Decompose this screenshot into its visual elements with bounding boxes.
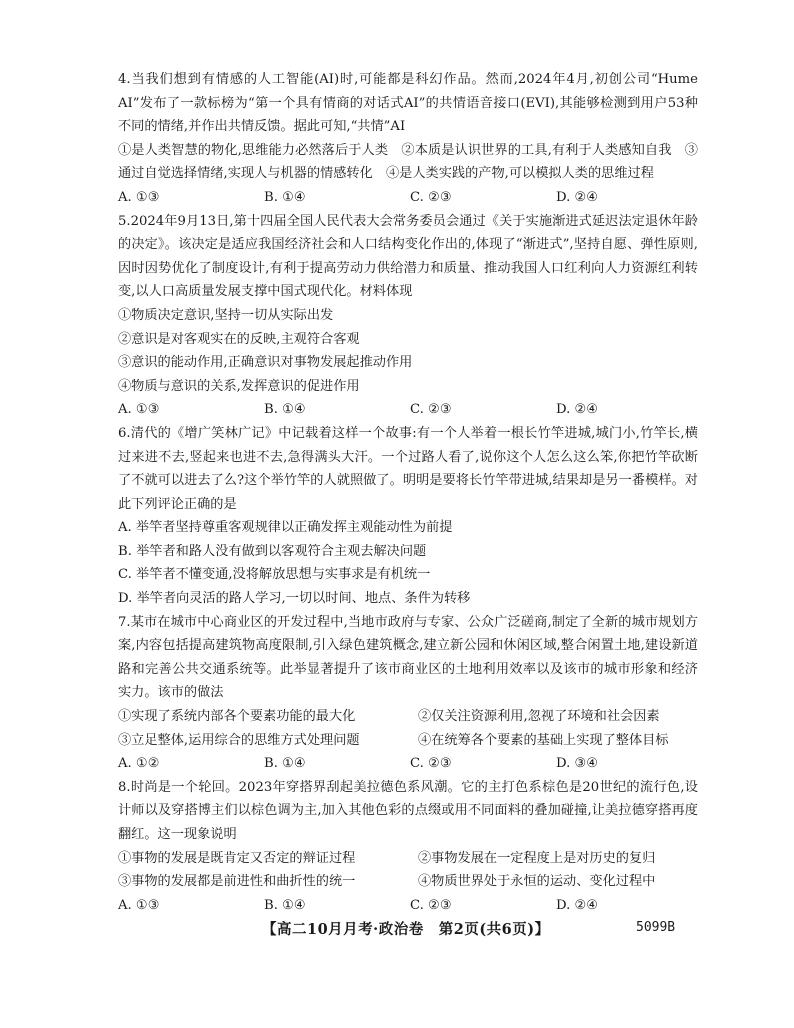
question-8-options [118, 894, 698, 918]
option-d: D. ②④ [556, 897, 599, 913]
question-6 [118, 422, 698, 611]
question-8-stem: 8.时尚是一个轮回。2023年穿搭界刮起美拉德色系风潮。它的主打色系棕色是20世纪的流行色,设计师以及穿搭博主们以棕色调为主,加入其他色彩的点缀或用不同面料的叠加碰撞,让美拉德穿搭再度翻红。这一现象说明 [118, 779, 698, 842]
option-b: B. 举竿者和路人没有做到以客观符合主观去解决问题 [118, 543, 427, 559]
footer-title: 【高二10月月考·政治卷 第2页(共6页)】 [262, 921, 550, 938]
page-footer [0, 918, 794, 948]
statement-3: ③事物的发展都是前进性和曲折性的统一 [118, 874, 356, 890]
option-d: D. ②④ [556, 189, 599, 205]
option-a: A. ①② [118, 756, 160, 772]
question-8 [118, 776, 698, 918]
statement-3: ③立足整体,运用综合的思维方式处理问题 [118, 732, 360, 748]
statement-1: ①物质决定意识,坚持一切从实际出发 [118, 307, 334, 323]
question-4-options [118, 186, 698, 210]
option-c: C. ②③ [410, 897, 452, 913]
statement-4: ④物质与意识的关系,发挥意识的促进作用 [118, 378, 360, 394]
option-c: C. ②③ [410, 402, 452, 418]
question-4-stem: 4.当我们想到有情感的人工智能(AI)时,可能都是科幻作品。然而,2024年4月,初创公司“Hume AI”发布了一款标榜为“第一个具有情商的对话式AI”的共情语音接口(EVI),其能够检测到用户53种不同的情绪,并作出共情反馈。据此可知,“共情”AI [118, 72, 698, 135]
question-5-stem: 5.2024年9月13日,第十四届全国人民代表大会常务委员会通过《关于实施渐进式延迟法定退休年龄的决定》。该决定是适应我国经济社会和人口结构变化作出的,体现了“渐进式”,坚持自愿、弹性原则,因时因势优化了制度设计,有利于提高劳动力供给潜力和质量、推动我国人口红利向人力资源红利转变,以人口高质量发展支撑中国式现代化。材料体现 [118, 213, 698, 300]
option-a: A. ①③ [118, 189, 160, 205]
statement-4: ④在统筹各个要素的基础上实现了整体目标 [418, 732, 669, 748]
question-7-statements [118, 705, 698, 752]
option-c: C. 举竿者不懂变通,没将解放思想与实事求是有机统一 [118, 567, 431, 583]
statement-2: ②意识是对客观实在的反映,主观符合客观 [118, 331, 360, 347]
option-a: A. ①③ [118, 402, 160, 418]
option-d: D. ③④ [556, 756, 599, 772]
question-4-statements: ①是人类智慧的物化,思维能力必然落后于人类 ②本质是认识世界的工具,有利于人类感知自我 ③通过自觉选择情绪,实现人与机器的情感转化 ④是人类实践的产物,可以模拟人类的思维过程 [118, 142, 698, 182]
question-5 [118, 210, 698, 422]
statement-2: ②事物发展在一定程度上是对历史的复归 [418, 850, 656, 866]
question-7-options [118, 752, 698, 776]
statement-1: ①实现了系统内部各个要素功能的最大化 [118, 709, 356, 725]
option-c: C. ②③ [410, 756, 452, 772]
question-7 [118, 611, 698, 776]
option-b: B. ①④ [264, 756, 306, 772]
question-7-stem: 7.某市在城市中心商业区的开发过程中,当地市政府与专家、公众广泛磋商,制定了全新的城市规划方案,内容包括提高建筑物高度限制,引入绿色建筑概念,建立新公园和休闲区域,整合闲置土地,建设新道路和完善公共交通系统等。此举显著提升了该市商业区的土地利用效率以及该市的城市形象和经济实力。该市的做法 [118, 614, 698, 701]
paper-code: 5099B [636, 920, 676, 935]
question-6-stem: 6.清代的《增广笑林广记》中记载着这样一个故事:有一个人举着一根长竹竿进城,城门小,竹竿长,横过来进不去,竖起来也进不去,急得满头大汗。一个过路人看了,说你这个人怎么这么笨,你把竹竿砍断了不就可以进去了么?这个举竹竿的人就照做了。明明是要将长竹竿带进城,结果却是另一番模样。对此下列评论正确的是 [118, 425, 698, 512]
option-b: B. ①④ [264, 897, 306, 913]
option-d: D. 举竿者向灵活的路人学习,一切以时间、地点、条件为转移 [118, 591, 471, 607]
option-c: C. ②③ [410, 189, 452, 205]
question-8-statements [118, 847, 698, 894]
option-b: B. ①④ [264, 189, 306, 205]
question-list [118, 68, 698, 917]
question-4 [118, 68, 698, 210]
option-a: A. ①③ [118, 897, 160, 913]
statement-2: ②仅关注资源利用,忽视了环境和社会因素 [418, 709, 660, 725]
statement-1: ①事物的发展是既肯定又否定的辩证过程 [118, 850, 356, 866]
option-d: D. ②④ [556, 402, 599, 418]
option-b: B. ①④ [264, 402, 306, 418]
question-5-options [118, 398, 698, 422]
option-a: A. 举竿者坚持尊重客观规律以正确发挥主观能动性为前提 [118, 520, 453, 536]
statement-4: ④物质世界处于永恒的运动、变化过程中 [418, 874, 656, 890]
statement-3: ③意识的能动作用,正确意识对事物发展起推动作用 [118, 355, 413, 371]
